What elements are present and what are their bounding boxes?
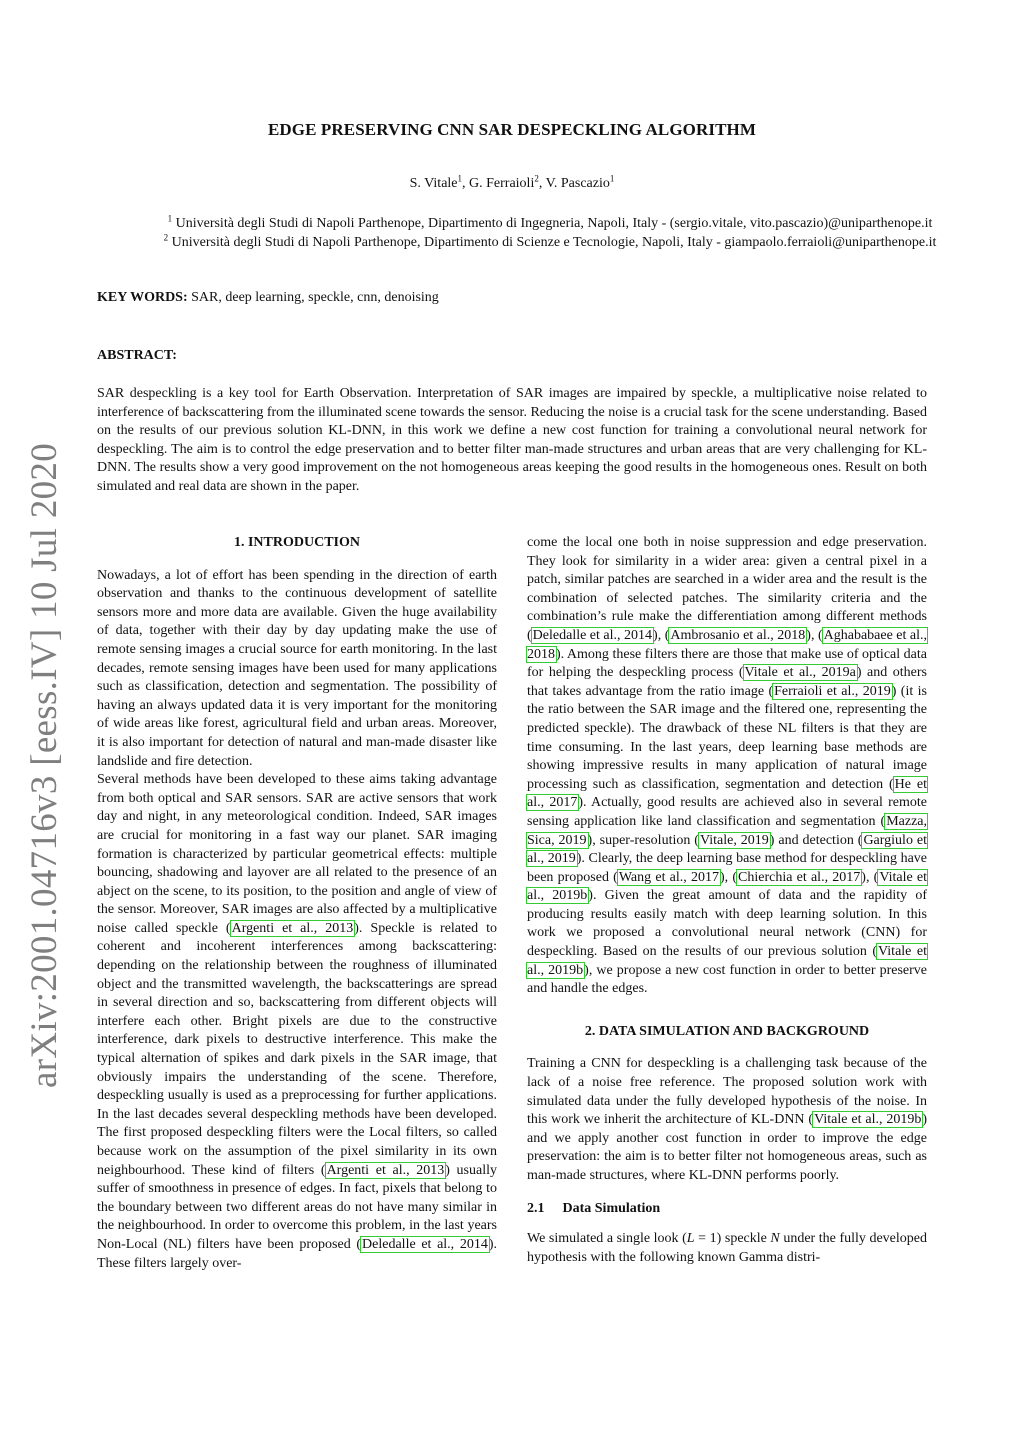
keywords-label: KEY WORDS: (97, 290, 188, 305)
citation-link[interactable]: Vitale et al., 2019b (527, 944, 927, 978)
subsection-heading-data-simulation (527, 1200, 927, 1219)
affiliation-line (60, 233, 1024, 252)
section2-paragraph (527, 1230, 927, 1267)
paragraph-text: ). Given the great amount of data and the rapidity of producing results easily match with deep learning solution. In this work we proposed a convolutional neural network (CNN) for despeckling. Based on the results of our previous solution ( (527, 888, 927, 960)
paragraph-text: ) and we apply another cost function in order to improve the edge preservation: the aim is to better filter not homogeneous areas, such as man-made structures, where KL-DNN performs poorly. (527, 1112, 928, 1183)
affiliation-mark: 1 (167, 213, 173, 224)
citation-link[interactable]: Vitale et al., 2019b (814, 1112, 922, 1128)
author-affiliation-mark: 2 (534, 173, 539, 184)
paragraph-text: ) speckle (716, 1231, 771, 1247)
paragraph-text: Several methods have been developed to these aims taking advantage from both optical and SAR sensors. SAR are active sensors that work day and night, in any meteorological condition. Indeed, SAR images are crucial for monitoring in a fast way our planet. SAR imaging formation is characterized by particular geometrical effects: multiple bouncing, shadowing and layover are all related to the presence of an abject on the scene, to its position, to the position and angle of view of the sensor. Moreover, SAR images are also affected by a multiplicative noise called speckle ( (97, 772, 497, 936)
paragraph-text: come the local one both in noise suppression and edge preservation. They look for similarity in a wider area: given a central pixel in a patch, similar patches are searched in a wider area and the result is the combination of selected patches. The similarity criteria and the combination’s rule make the differentiation among different methods ( (527, 535, 927, 643)
math-symbol-L: L (686, 1231, 695, 1247)
paragraph-text: ) and detection ( (769, 832, 863, 848)
author-list: S. Vitale$^1$, G. Ferraioli$^2$, V. Pascazio$^1$ (409, 173, 615, 191)
paragraph-text: ) and others that takes advantage from the ratio image ( (527, 665, 927, 699)
citation-link[interactable]: Aghababaee et al., 2018 (527, 627, 928, 662)
affiliation-text: Università degli Studi di Napoli Parthenope, Dipartimento di Ingegneria, Napoli, Italy - (sergio.vitale, vito.pascazio)@uniparthenope.it (175, 216, 933, 231)
author-name: V. Pascazio (545, 176, 610, 191)
abstract-text: SAR despeckling is a key tool for Earth Observation. Interpretation of SAR images are impaired by speckle, a multiplicative noise related to interference of backscattering from the illuminated scene towards the sensor. Reducing the noise is a crucial task for the scene understanding. Based on the results of our previous solution KL-DNN, in this work we define a new cost function for training a convolutional neural network for despeckling. The aim is to control the edge preservation and to better filter man-made structures and urban areas that are very challenging for KL-DNN. The results show a very good improvement on the not homogeneous areas keeping the good results in the homogeneous ones. Result on both simulated and real data are shown in the paper. (97, 386, 927, 494)
citation-link[interactable]: Deledalle et al., 2014 (362, 1236, 488, 1252)
arxiv-identifier[interactable]: arXiv:2001.04716v3 [eess.IV] 10 Jul 2020 (24, 442, 66, 1088)
citation-link[interactable]: Chierchia et al., 2017 (738, 869, 861, 885)
affiliation-mark: 2 (163, 232, 169, 243)
citation-link[interactable]: Ambrosanio et al., 2018 (670, 627, 806, 643)
paragraph-text: ), ( (653, 627, 670, 643)
math-equation: = 1 (694, 1231, 717, 1247)
section-heading-introduction: 1. INTRODUCTION (233, 535, 360, 550)
paragraph-text: ). Speckle is related to coherent and incoherent interferences among backscattering: depending on the relationship between the roughness of illuminated object and the transmitted wavelength, the backscatterings are spread in several direction and so, backscattering from different objects will interfere each other. Bright pixels are due to the constructive interference, dark pixels to destructive interference. This make the typical alternation of spikes and dark pixels in the SAR image, that obviously impairs the understanding of the scene. Therefore, despeckling usually is used as a preprocessing for further applications. In the last decades several despeckling methods have been developed. The first proposed despeckling filters were the Local filters, so called because work on the assumption of the pixel similarity in its own neighbourhood. These kind of filters ( (97, 920, 497, 1178)
arxiv-stamp (14, 442, 76, 1088)
citation-link[interactable]: Gargiulo et al., 2019 (527, 832, 927, 867)
paragraph-text: ). Clearly, the deep learning base method for despeckling have been proposed ( (527, 851, 927, 885)
paragraph-text: ), we propose a new cost function in order to better preserve and handle the edges. (527, 962, 928, 997)
affiliation-line (60, 214, 1024, 233)
paragraph-text: ), super-resolution ( (587, 832, 699, 848)
keywords (97, 290, 439, 306)
citation-link[interactable]: Vitale et al., 2019a (744, 665, 856, 681)
paragraph-text: ), ( (806, 627, 823, 643)
abstract-heading: ABSTRACT: (97, 348, 177, 363)
affiliation-text: Università degli Studi di Napoli Parthenope, Dipartimento di Scienze e Tecnologie, Napoli, Italy - giampaolo.ferraioli@uniparthenope.it (171, 235, 937, 250)
introduction-paragraph (97, 771, 497, 1273)
citation-link[interactable]: Ferraioli et al., 2019 (774, 683, 891, 699)
paragraph-text: Training a CNN for despeckling is a challenging task because of the lack of a noise free reference. The proposed solution work with simulated data under the fully developed hypothesis of the noise. In this work we inherit the architecture of KL-DNN ( (527, 1056, 927, 1128)
introduction-paragraph: Nowadays, a lot of effort has been spending in the direction of earth observation and thanks to the continuous development of satellite sensors more and more data are available. Given the huge availability of data, together with their day by day updating make the use of remote sensing images a crucial source for earth monitoring. In the last decades, remote sensing images have been used for many applications such as classification, detection and segmentation. The possibility of having an always updated data it is very important for the monitoring of wide areas like forest, agricultural field and urban areas. Moreover, it is also important for detection of natural and man-made disaster like landslide and fire detection. (97, 567, 497, 769)
citation-link[interactable]: He et al., 2017 (527, 776, 927, 811)
paragraph-text: ). Actually, good results are achieved also in several remote sensing application like land classification and segmentation ( (527, 795, 927, 829)
paragraph-text: ). Among these filters there are those that make use of optical data for helping the despeckling process ( (527, 646, 927, 681)
affiliation-list (60, 214, 1024, 252)
author-name: S. Vitale (409, 176, 458, 191)
citation-link[interactable]: Wang et al., 2017 (618, 869, 719, 885)
citation-link[interactable]: Argenti et al., 2013 (326, 1162, 445, 1178)
author-affiliation-mark: 1 (457, 173, 463, 184)
citation-link[interactable]: Vitale et al., 2019b (527, 869, 928, 904)
subsection-title: Data Simulation (562, 1200, 661, 1216)
paper-title: EDGE PRESERVING CNN SAR DESPECKLING ALGORITHM (267, 120, 756, 139)
citation-link[interactable]: Argenti et al., 2013 (231, 920, 354, 936)
citation-link[interactable]: Mazza, Sica, 2019 (527, 813, 927, 848)
right-column (527, 534, 927, 1267)
paragraph-text: ), ( (719, 869, 738, 885)
keywords-text: SAR, deep learning, speckle, cnn, denoising (191, 290, 439, 305)
author-affiliation-mark: 1 (609, 173, 615, 184)
paragraph-text: ), ( (861, 869, 879, 885)
citation-link[interactable]: Deledalle et al., 2014 (532, 627, 653, 643)
subsection-number: 2.1 (527, 1200, 545, 1216)
paragraph-text: ) (it is the ratio between the SAR image and the filtered one, representing the predicted speckle). The drawback of these NL filters is that they are time consuming. In the last years, deep learning base methods are showing impressive results in many application of natural image processing such as classification, segmentation and detection ( (527, 683, 927, 792)
left-column (97, 534, 497, 1273)
section2-paragraph (527, 1055, 927, 1185)
paragraph-text: ) usually suffer of smoothness in presence of edges. In fact, pixels that belong to the boundary between two different areas do not have many similar in the neighbourhood. In order to overcome this problem, in the last years Non-Local (NL) filters have been proposed ( (97, 1162, 497, 1252)
introduction-paragraph (527, 534, 927, 999)
citation-link[interactable]: Vitale, 2019 (699, 832, 769, 848)
math-symbol-N: N (770, 1231, 780, 1247)
author-name: G. Ferraioli (469, 176, 535, 191)
paragraph-text: under the fully developed hypothesis with the following known Gamma distri- (527, 1231, 927, 1265)
section-heading-data-simulation: 2. DATA SIMULATION AND BACKGROUND (584, 1023, 870, 1039)
paragraph-text: We simulated a single look ( (527, 1231, 687, 1247)
paragraph-text: ). These filters largely over- (97, 1236, 497, 1271)
